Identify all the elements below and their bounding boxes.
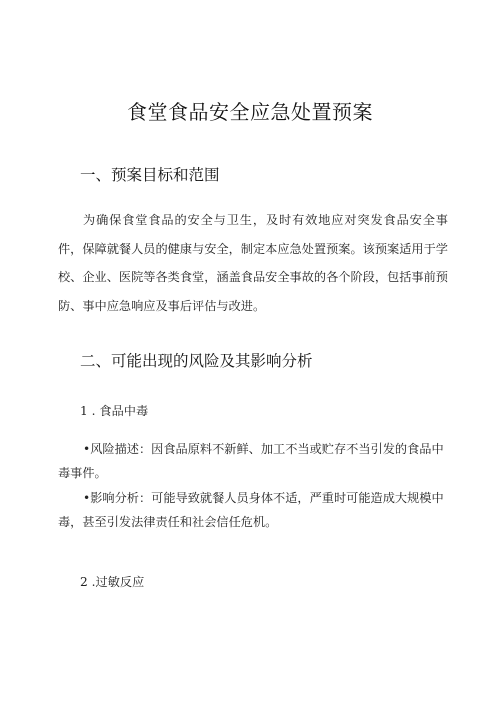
risk-description-bullet: •风险描述：因食品原料不新鲜、加工不当或贮存不当引发的食品中毒事件。 bbox=[58, 442, 444, 480]
risk-item-label-allergy: 2 .过敏反应 bbox=[80, 575, 145, 589]
document-title: 食堂食品安全应急处置预案 bbox=[127, 100, 373, 124]
impact-analysis-bullet: •影响分析：可能导致就餐人员身体不适，严重时可能造成大规模中毒，甚至引发法律责任和社会信任危机。 bbox=[58, 491, 444, 529]
section-heading-risks: 二、可能出现的风险及其影响分析 bbox=[80, 352, 313, 370]
section-paragraph-goals: 为确保食堂食品的安全与卫生，及时有效地应对突发食品安全事件，保障就餐人员的健康与安全，制定本应急处置预案。该预案适用于学校、企业、医院等各类食堂，涵盖食品安全事故的各个阶段，包括事前预防、事中应急响应及事后评估与改进。 bbox=[58, 213, 448, 313]
risk-item-label-food-poisoning: 1 . 食品中毒 bbox=[80, 404, 149, 418]
section-heading-goals: 一、预案目标和范围 bbox=[80, 166, 220, 184]
